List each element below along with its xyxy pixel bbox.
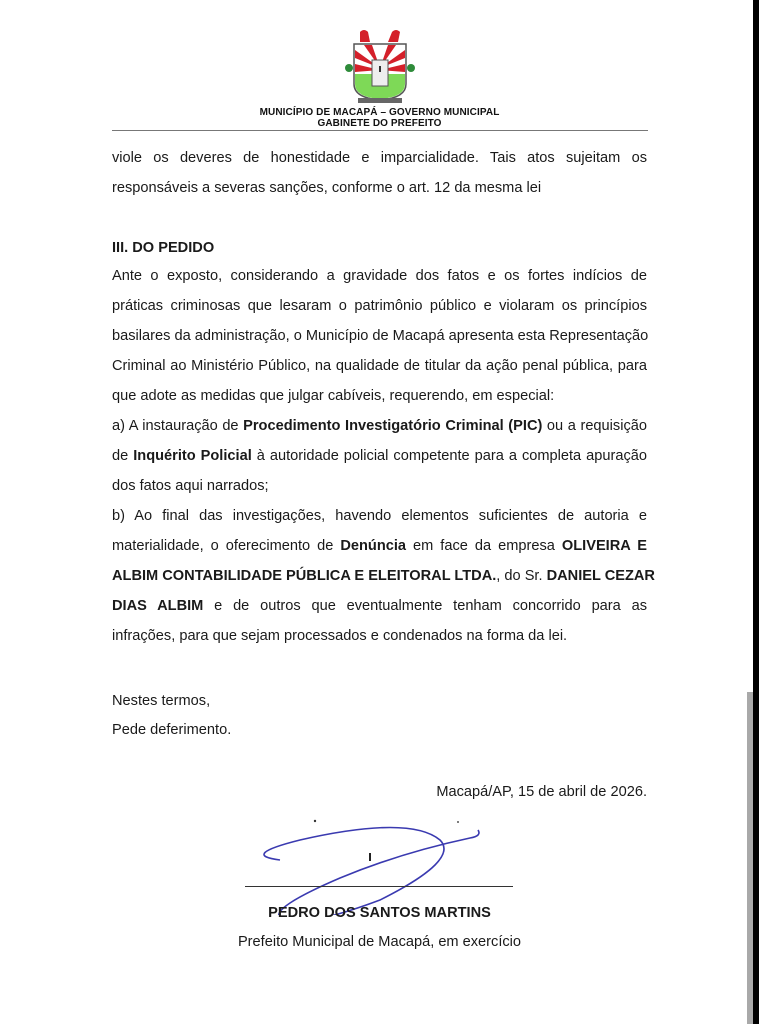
closing-line-2: Pede deferimento.	[112, 722, 232, 738]
text-segment: que adote as medidas que julgar cabíveis, requerendo, em especial:	[112, 388, 555, 404]
text-segment: responsáveis a severas sanções, conforme o art. 12 da mesma lei	[112, 180, 542, 196]
text-segment: ou a requisição	[542, 418, 647, 434]
header-municipality: MUNICÍPIO DE MACAPÁ – GOVERNO MUNICIPAL	[259, 107, 500, 118]
text-segment: basilares da administração, o Município de Macapá apresenta esta Representação	[112, 328, 649, 344]
text-line	[112, 561, 655, 591]
bold-text: OLIVEIRA E	[561, 538, 647, 554]
text-segment: práticas criminosas que lesaram o patrimônio público e violaram os princípios	[112, 298, 647, 314]
text-line	[112, 501, 647, 531]
text-segment: a) A instauração de	[112, 418, 244, 434]
bold-text: DANIEL CEZAR	[546, 568, 655, 584]
text-line	[112, 321, 647, 351]
scrollbar[interactable]	[747, 692, 753, 1024]
bold-text: Denúncia	[340, 538, 407, 554]
text-segment: b) Ao final das investigações, havendo elementos suficientes de autoria e	[112, 508, 647, 524]
text-segment: de	[112, 448, 134, 464]
bold-text: Inquérito Policial	[133, 448, 252, 464]
text-line	[112, 441, 647, 471]
bold-text: ALBIM CONTABILIDADE PÚBLICA E ELEITORAL LTDA.	[112, 568, 497, 584]
request-paragraphs	[112, 261, 655, 651]
text-segment: Ante o exposto, considerando a gravidade dos fatos e os fortes indícios de	[112, 268, 647, 284]
text-line	[112, 351, 647, 381]
bold-text: DIAS ALBIM	[112, 598, 204, 614]
text-line	[112, 143, 647, 173]
text-line	[112, 291, 647, 321]
text-line	[112, 471, 647, 501]
signatory-name: PEDRO DOS SANTOS MARTINS	[268, 905, 491, 921]
text-segment: materialidade, o oferecimento de	[112, 538, 341, 554]
text-segment: dos fatos aqui narrados;	[112, 478, 269, 494]
text-segment: infrações, para que sejam processados e condenados na forma da lei.	[112, 628, 568, 644]
text-line	[112, 261, 647, 291]
text-segment: à autoridade policial competente para a completa apuração	[251, 448, 648, 464]
text-segment: em face da empresa	[406, 538, 562, 554]
closing-line-1: Nestes termos,	[112, 693, 211, 709]
signature-line	[245, 886, 513, 887]
signatory-title: Prefeito Municipal de Macapá, em exercício	[237, 934, 522, 950]
text-line	[112, 411, 647, 441]
text-segment: , do Sr.	[496, 568, 547, 584]
header-divider	[112, 130, 648, 131]
text-segment: Criminal ao Ministério Público, na qualidade de titular da ação penal pública, para	[112, 358, 647, 374]
document-date: Macapá/AP, 15 de abril de 2026.	[436, 784, 647, 800]
municipal-coat-of-arms-logo	[344, 28, 416, 106]
bold-text: Procedimento Investigatório Criminal (PIC)	[243, 418, 543, 434]
text-line	[112, 591, 647, 621]
text-line	[112, 381, 647, 411]
text-segment: e de outros que eventualmente tenham concorrido para as	[203, 598, 647, 614]
text-line	[112, 173, 647, 203]
section-heading: III. DO PEDIDO	[112, 240, 215, 256]
text-line	[112, 621, 647, 651]
intro-paragraph	[112, 143, 647, 203]
text-line	[112, 531, 647, 561]
header-office: GABINETE DO PREFEITO	[317, 118, 442, 129]
text-segment: viole os deveres de honestidade e imparcialidade. Tais atos sujeitam os	[112, 150, 647, 166]
window-edge	[753, 0, 759, 1024]
